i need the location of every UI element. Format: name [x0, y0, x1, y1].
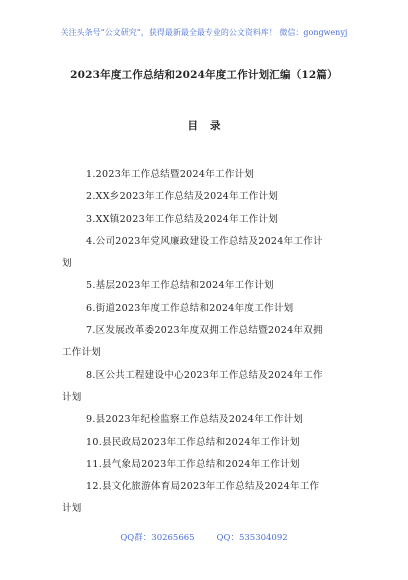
toc-item-12[interactable] [62, 476, 352, 521]
toc-item-4[interactable] [62, 231, 352, 276]
toc-heading [0, 118, 408, 133]
toc-item-text: 1.2023年工作总结暨2024年工作计划 [86, 169, 255, 180]
footer-contact [0, 531, 408, 543]
toc-item-5[interactable] [62, 275, 352, 297]
toc-item-text: 6.街道2023年度工作总结和2024年度工作计划 [86, 302, 294, 314]
toc-item-11[interactable] [62, 454, 352, 476]
toc-item-2[interactable] [62, 186, 352, 208]
toc-item-text: 8.区公共工程建设中心2023年工作总结及2024年工作 [86, 369, 323, 381]
toc-item-10[interactable] [62, 432, 352, 454]
qq-number: QQ：535304092 [216, 533, 288, 543]
toc-item-text: 7.区发展改革委2023年度双拥工作总结暨2024年双拥 [86, 325, 323, 337]
document-title: 2023年度工作总结和2024年度工作计划汇编（12篇） [70, 69, 338, 81]
toc-heading-right: 录 [210, 120, 221, 132]
toc-item-text-continued: 计划 [62, 503, 82, 515]
table-of-contents [62, 164, 352, 521]
toc-item-text: 9.县2023年纪检监察工作总结及2024年工作计划 [86, 414, 304, 426]
toc-item-7[interactable] [62, 320, 352, 365]
toc-item-text: 4.公司2023年党风廉政建设工作总结及2024年工作计 [86, 235, 323, 247]
toc-item-8[interactable] [62, 365, 352, 410]
toc-item-text: 10.县民政局2023年工作总结和2024年工作计划 [86, 436, 300, 448]
toc-heading-left: 目 [187, 120, 198, 132]
toc-item-3[interactable] [62, 209, 352, 231]
toc-item-text: 5.基层2023年工作总结和2024年工作计划 [86, 280, 274, 292]
toc-item-text: 2.XX乡2023年工作总结及2024年工作计划 [86, 191, 279, 203]
toc-item-text-continued: 划 [62, 258, 72, 270]
toc-item-text-continued: 计划 [62, 391, 82, 403]
toc-item-text: 3.XX镇2023年工作总结及2024年工作计划 [86, 213, 279, 225]
toc-item-1[interactable] [62, 164, 352, 186]
toc-item-text: 12.县文化旅游体育局2023年工作总结及2024年工作 [86, 481, 320, 493]
toc-item-6[interactable] [62, 298, 352, 320]
toc-item-9[interactable] [62, 409, 352, 431]
toc-item-text: 11.县气象局2023年工作总结和2024年工作计划 [86, 458, 300, 470]
toc-item-text-continued: 工作计划 [62, 347, 102, 359]
header-notice: 关注头条号“公文研究”，获得最新最全最专业的公文资料库！ 微信：gongwenyj [60, 28, 348, 37]
qq-group: QQ群：30265665 [120, 533, 195, 543]
